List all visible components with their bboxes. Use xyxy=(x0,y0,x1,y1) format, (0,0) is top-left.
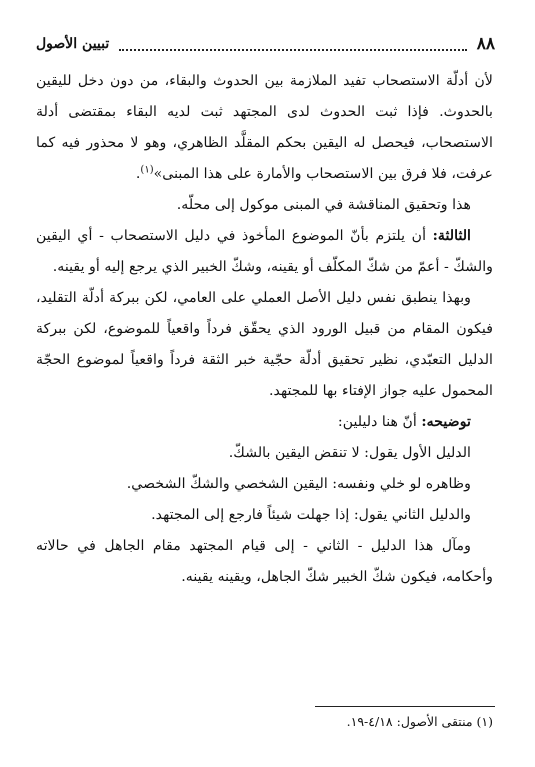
footnote-divider xyxy=(315,706,495,707)
lead-term: الثالثة: xyxy=(432,228,471,244)
footnote-reference: (١) xyxy=(140,164,154,176)
paragraph-text: أنّ هنا دليلين: xyxy=(337,414,417,430)
paragraph: هذا وتحقيق المناقشة في المبنى موكول إلى محلّه. xyxy=(176,197,471,213)
paragraph-third xyxy=(36,221,493,283)
paragraph-text: أن يلتزم بأنّ الموضوع المأخوذ في دليل الاستصحاب - أي اليقين والشكّ - أعمّ من شكّ المكلّف أو يقينه، وشكّ الخبير الذي يرجع إليه أو يقينه. xyxy=(36,228,493,275)
paragraph-text: لأن أدلّة الاستصحاب تفيد الملازمة بين الحدوث والبقاء، من دون دخل لليقين بالحدوث. فإذا ثبت الحدوث لدى المجتهد ثبت لديه البقاء بمقتضى أدلة الاستصحاب، فيحصل له اليقين بحكم المقلَّد الظاهري، وهو لا محذور فيه كما عرفت، فلا فرق بين الاستصحاب والأمارة على هذا المبنى» xyxy=(36,73,493,182)
list-item: الدليل الأول يقول: لا تنقض اليقين بالشكّ. xyxy=(228,445,471,461)
running-title: تبيين الأصول xyxy=(36,36,110,52)
paragraph-continuation: لأن أدلّة الاستصحاب تفيد الملازمة بين الحدوث والبقاء، من دون دخل لليقين بالحدوث. فإذا ثبت الحدوث لدى المجتهد ثبت لديه البقاء بمقتضى أدلة الاستصحاب، فيحصل له اليقين بحكم المقلَّد الظاهري، وهو لا محذور فيه كما عرفت، فلا فرق بين الاستصحاب والأمارة على هذا المبنى»$^{(١)}$. xyxy=(36,73,493,182)
main-text xyxy=(36,66,493,593)
footnote: (١) منتقى الأصول: ٤/١٨-١٩. xyxy=(346,714,493,729)
page-header xyxy=(36,32,495,56)
paragraph-explanation xyxy=(36,407,493,438)
page-number: ٨٨ xyxy=(476,34,495,54)
list-item: وظاهره لو خلي ونفسه: اليقين الشخصي والشكّ الشخصي. xyxy=(126,476,471,492)
list-item: والدليل الثاني يقول: إذا جهلت شيئاً فارجع إلى المجتهد. xyxy=(151,507,471,523)
header-dotted-leader xyxy=(119,37,466,51)
lead-term: توضيحه: xyxy=(421,414,471,430)
paragraph: وبهذا ينطبق نفس دليل الأصل العملي على العامي، لكن ببركة أدلّة التقليد، فيكون المقام من قبيل الورود الذي يحقّق فرداً واقعياً للموضوع، لكن ببركة الدليل التعبّدي، نظير تحقيق أدلّة حجّية خبر الثقة فرداً واقعياً لموضوع الحجّة المحمول عليه جواز الإفتاء بها للمجتهد. xyxy=(36,290,493,399)
list-item: ومآل هذا الدليل - الثاني - إلى قيام المجتهد مقام الجاهل في حالاته وأحكامه، فيكون شكّ الخبير شكّ الجاهل، ويقينه يقينه. xyxy=(36,538,493,585)
